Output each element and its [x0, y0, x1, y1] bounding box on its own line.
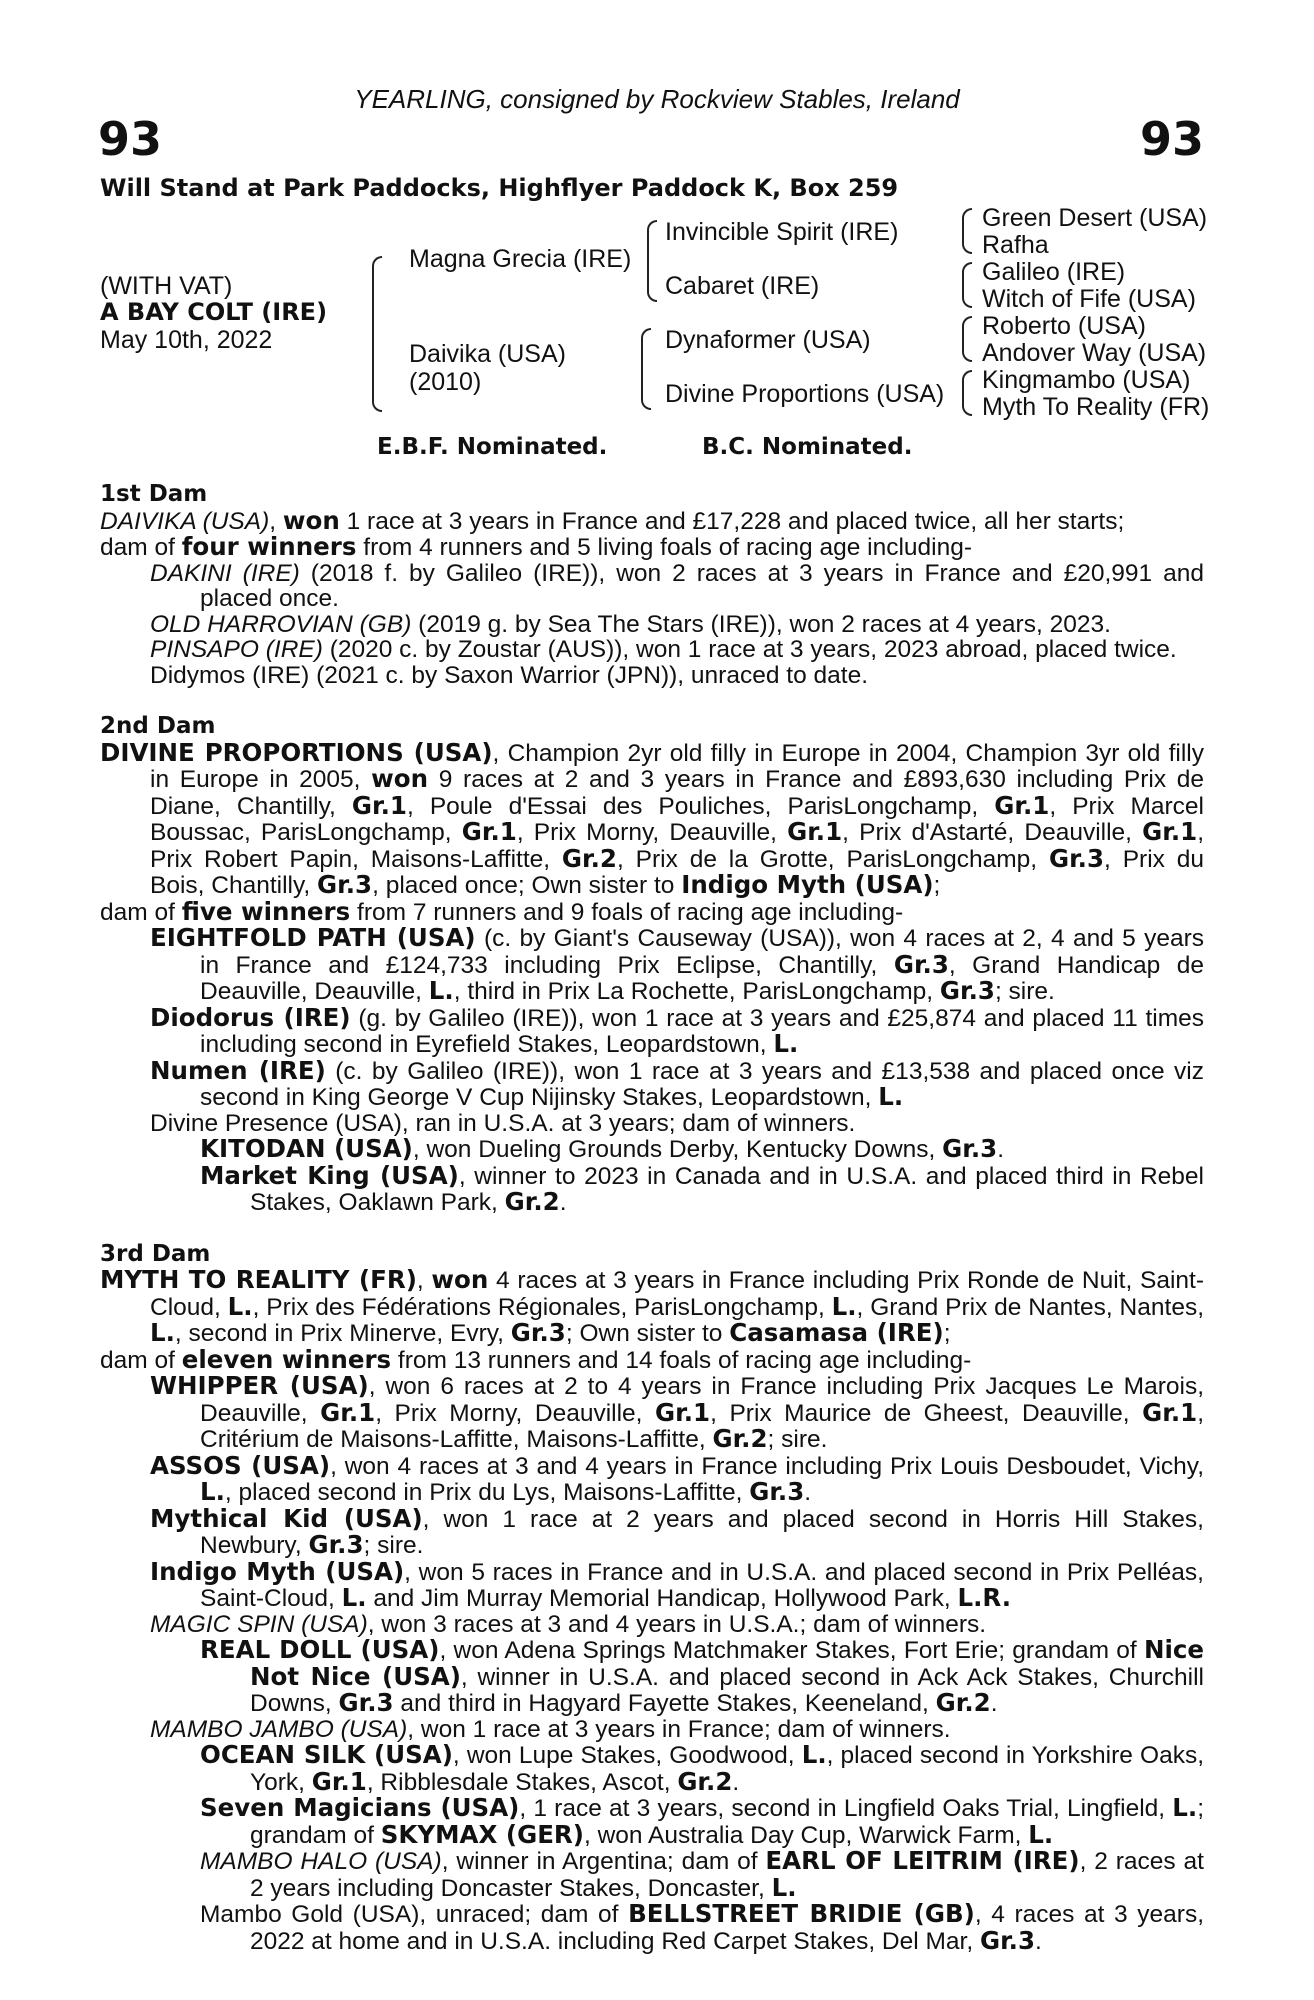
record-text: , Prix Marcel Boussac, ParisLongchamp, — [150, 792, 1204, 846]
grade-label: Gr.1 — [320, 1397, 376, 1427]
offspring-entry — [100, 1556, 1204, 1612]
offspring-text: ; sire. — [767, 1426, 828, 1453]
offspring-text: , won 5 races in France and in U.S.A. and placed second in Prix Pelléas, Saint-Cloud, — [200, 1558, 1204, 1612]
offspring-name: KITODAN (USA) — [200, 1134, 413, 1163]
offspring-text: (c. by Giant's Causeway (USA)), won 4 races at 2, 4 and 5 years in France and £124,733 including Prix Eclipse, Chantilly, — [200, 925, 1204, 979]
offspring-name: OCEAN SILK (USA) — [200, 1740, 453, 1769]
listed-label: L. — [1028, 1819, 1054, 1849]
consignment-line: YEARLING, consigned by Rockview Stables, Ireland — [354, 84, 960, 114]
listed-label: L. — [878, 1082, 904, 1111]
offspring-text: Divine Presence (USA), ran in U.S.A. at 3 years; dam of winners. — [150, 1109, 856, 1137]
offspring-name: REAL DOLL (USA) — [200, 1635, 440, 1664]
grade-label: Gr.1 — [655, 1397, 711, 1427]
offspring-text: and third in Hagyard Fayette Stakes, Keeneland, — [393, 1690, 936, 1717]
lot-number-left: 93 — [98, 112, 163, 166]
offspring-text: , won 1 race at 3 years in France; dam of winners. — [407, 1715, 951, 1743]
offspring-name: Indigo Myth (USA) — [150, 1556, 405, 1586]
offspring-entry — [100, 1612, 1204, 1638]
offspring-name: ASSOS (USA) — [150, 1450, 331, 1480]
record-text: 4 races at 3 years in France including Prix Ronde de Nuit, Saint-Cloud, — [150, 1267, 1204, 1321]
first-dam-heading: 1st Dam — [100, 481, 208, 507]
listed-label: L. — [771, 1872, 797, 1902]
grade-label: Gr.1 — [351, 790, 407, 820]
record-text: , Prix Morny, Deauville, — [516, 819, 788, 846]
granddam-1: Rafha — [982, 231, 1049, 259]
horse-name: A BAY COLT (IRE) — [100, 298, 328, 326]
offspring-name: EARL OF LEITRIM (IRE) — [765, 1846, 1080, 1875]
third-dam-record — [100, 1267, 1204, 1347]
dam-name: Daivika (USA) — [409, 340, 566, 368]
record-text: 1 race at 3 years in France and £17,228 and placed twice, all her starts; — [339, 507, 1125, 535]
offspring-entry — [100, 925, 1204, 1005]
produce-count: eleven winners — [181, 1344, 392, 1374]
brace-sire — [647, 220, 657, 302]
offspring-text: , 2 races at 2 years including Doncaster Stakes, Doncaster, — [250, 1848, 1204, 1902]
grade-label: Gr.3 — [749, 1477, 805, 1506]
record-text: , Champion 2yr old filly in Europe in 2004, Champion 3yr old filly in Europe in 2005, — [150, 739, 1204, 793]
offspring-text: . — [732, 1768, 740, 1796]
offspring-text: . — [990, 1690, 998, 1717]
listed-label: L. — [150, 1318, 175, 1347]
offspring-text: and Jim Murray Memorial Handicap, Hollywood Park, — [366, 1585, 958, 1612]
grade-label: Gr.3 — [1048, 843, 1105, 873]
sire-dam: Cabaret (IRE) — [665, 272, 820, 300]
dam-name: DIVINE PROPORTIONS (USA) — [100, 737, 493, 767]
produce-prefix: dam of — [100, 534, 182, 561]
grade-label: Gr.3 — [893, 949, 949, 979]
grade-label: Gr.1 — [311, 1766, 367, 1796]
produce-suffix: from 7 runners and 9 foals of racing age including- — [350, 898, 904, 926]
offspring-name: MAMBO JAMBO (USA) — [150, 1715, 408, 1743]
grade-label: Gr.3 — [338, 1688, 394, 1717]
grade-label: Gr.3 — [317, 870, 373, 899]
grandoffspring-entry — [100, 1848, 1204, 1901]
stand-location: Will Stand at Park Paddocks, Highflyer Paddock K, Box 259 — [100, 174, 899, 202]
grandoffspring-entry — [100, 1637, 1204, 1717]
grade-label: Gr.2 — [935, 1688, 991, 1717]
offspring-text: , winner in Argentina; dam of — [441, 1848, 766, 1875]
second-dam-heading: 2nd Dam — [100, 713, 216, 739]
offspring-text: . — [997, 1136, 1005, 1163]
offspring-name: BELLSTREET BRIDIE (GB) — [628, 1899, 975, 1928]
offspring-text: (c. by Galileo (IRE)), won 1 race at 3 years and £13,538 and placed once viz second in King George V Cup Nijinsky Stakes, Leopardstown, — [200, 1057, 1204, 1111]
record-text: , — [416, 1267, 432, 1294]
offspring-text: ; sire. — [994, 978, 1055, 1005]
record-text: , Poule d'Essai des Pouliches, ParisLongchamp, — [406, 792, 995, 820]
offspring-name: DAKINI (IRE) — [150, 559, 300, 587]
offspring-text: , Ribblesdale Stakes, Ascot, — [366, 1768, 678, 1796]
granddam-4: Myth To Reality (FR) — [982, 393, 1210, 421]
offspring-text: , won 1 race at 2 years and placed second in Horris Hill Stakes, Newbury, — [200, 1505, 1204, 1559]
sire-name: Magna Grecia (IRE) — [409, 245, 632, 273]
offspring-entry — [100, 1450, 1204, 1506]
offspring-text: , Prix Morny, Deauville, — [375, 1399, 656, 1427]
produce-prefix: dam of — [100, 898, 182, 926]
bc-nominated: B.C. Nominated. — [702, 434, 913, 460]
record-text: ; Own sister to — [565, 1320, 730, 1347]
offspring-text: , won Dueling Grounds Derby, Kentucky Downs, — [412, 1136, 943, 1163]
offspring-text: Didymos (IRE) (2021 c. by Saxon Warrior (JPN)), unraced to date. — [150, 661, 869, 689]
offspring-text: . — [1035, 1927, 1042, 1955]
grandsire-4: Kingmambo (USA) — [982, 366, 1191, 394]
sister-name: Casamasa (IRE) — [729, 1318, 944, 1347]
offspring-text: , Prix Maurice de Gheest, Deauville, — [710, 1399, 1143, 1427]
offspring-text: . — [559, 1189, 567, 1216]
offspring-name: Market King (USA) — [200, 1160, 459, 1190]
won-label: won — [282, 505, 340, 535]
third-dam-heading: 3rd Dam — [100, 1240, 211, 1267]
produce-prefix: dam of — [100, 1346, 182, 1374]
offspring-text: , Critérium de Maisons-Laffitte, Maisons-Laffitte, — [200, 1399, 1205, 1453]
offspring-text: , won 4 races at 3 and 4 years in France including Prix Louis Desboudet, Vichy, — [330, 1452, 1204, 1480]
dam-dam: Divine Proportions (USA) — [665, 380, 945, 408]
offspring-name: Numen (IRE) — [150, 1055, 326, 1085]
offspring-entry — [100, 1111, 1204, 1137]
grade-label: Gr.2 — [712, 1424, 768, 1453]
offspring-text: , won 6 races at 2 to 4 years in France including Prix Jacques Le Marois, Deauville, — [200, 1373, 1204, 1427]
offspring-text: , won 3 races at 3 and 4 years in U.S.A.; dam of winners. — [367, 1610, 987, 1638]
vat-label: (WITH VAT) — [100, 272, 233, 300]
grade-label: Gr.2 — [677, 1766, 733, 1796]
first-dam-produce — [100, 534, 1204, 561]
brace-g2 — [962, 262, 972, 308]
ebf-nominated: E.B.F. Nominated. — [377, 434, 608, 460]
listed-label: L. — [200, 1477, 225, 1506]
offspring-entry — [100, 1055, 1204, 1111]
offspring-text: Mambo Gold (USA), unraced; dam of — [200, 1901, 629, 1928]
grandoffspring-entry — [100, 1136, 1204, 1163]
record-text: , Prix des Fédérations Régionales, ParisLongchamp, — [252, 1293, 832, 1321]
offspring-entry — [100, 561, 1204, 612]
offspring-name: MAGIC SPIN (USA) — [150, 1610, 368, 1638]
grade-label: Gr.2 — [561, 843, 617, 873]
grade-label: Gr.1 — [994, 790, 1050, 820]
record-text: ; — [943, 1320, 951, 1347]
record-text: ; — [933, 872, 941, 899]
record-text: , second in Prix Minerve, Evry, — [174, 1320, 511, 1347]
listed-label: L.R. — [957, 1583, 1012, 1612]
offspring-name: Seven Magicians (USA) — [200, 1793, 520, 1822]
brace-main — [372, 256, 382, 412]
brace-g4 — [962, 370, 972, 416]
produce-count: four winners — [181, 532, 357, 561]
granddam-3: Andover Way (USA) — [982, 339, 1207, 367]
offspring-text: , placed second in Yorkshire Oaks, York, — [250, 1742, 1205, 1796]
produce-suffix: from 13 runners and 14 foals of racing age including- — [391, 1346, 972, 1374]
sister-name: Indigo Myth (USA) — [681, 870, 934, 899]
grade-label: Gr.3 — [308, 1530, 364, 1559]
catalogue-body — [100, 482, 1204, 1954]
record-text: , Grand Prix de Nantes, Nantes, — [856, 1293, 1204, 1321]
offspring-entry — [100, 637, 1204, 663]
granddam-2: Witch of Fife (USA) — [982, 285, 1196, 313]
offspring-name: Mythical Kid (USA) — [150, 1503, 423, 1533]
offspring-entry — [100, 612, 1204, 638]
offspring-entry — [100, 1717, 1204, 1743]
offspring-text: , winner to 2023 in Canada and in U.S.A. and placed third in Rebel Stakes, Oaklawn Park, — [250, 1162, 1204, 1216]
offspring-text: , third in Prix La Rochette, ParisLongchamp, — [453, 978, 940, 1005]
second-dam-record — [100, 737, 1205, 899]
grade-label: Gr.3 — [939, 976, 995, 1005]
offspring-text: , 4 races at 3 years, 2022 at home and in U.S.A. including Red Carpet Stakes, Del Mar, — [250, 1901, 1205, 1955]
record-text: , Prix Robert Papin, Maisons-Laffitte, — [150, 819, 1204, 873]
grade-label: Gr.3 — [510, 1318, 566, 1347]
grade-label: Gr.1 — [461, 817, 517, 846]
grade-label: Gr.3 — [942, 1134, 998, 1163]
offspring-entry — [100, 663, 1204, 689]
offspring-text: , won Lupe Stakes, Goodwood, — [452, 1742, 802, 1769]
first-dam-record: DAIVIKA (USA), won 1 race at 3 years in France and £17,228 and placed twice, all her starts; — [100, 505, 1125, 535]
offspring-text: (g. by Galileo (IRE)), won 1 race at 3 years and £25,874 and placed 11 times including second in Eyrefield Stakes, Leopardstown, — [200, 1004, 1204, 1058]
offspring-entry — [100, 1373, 1204, 1453]
foaling-date: May 10th, 2022 — [100, 326, 273, 354]
dam-name: MYTH TO REALITY (FR) — [100, 1265, 417, 1294]
offspring-text: , won Adena Springs Matchmaker Stakes, Fort Erie; grandam of — [439, 1637, 1144, 1664]
offspring-text: (2020 c. by Zoustar (AUS)), won 1 race at 3 years, 2023 abroad, placed twice. — [322, 636, 1177, 663]
grade-label: Gr.1 — [1142, 1397, 1198, 1427]
produce-suffix: from 4 runners and 5 living foals of racing age including- — [356, 534, 973, 561]
offspring-name: Diodorus (IRE) — [150, 1002, 351, 1032]
grandoffspring-entry — [100, 1795, 1204, 1848]
grade-label: Gr.1 — [787, 817, 843, 846]
offspring-text: , Grand Handicap de Deauville, Deauville, — [200, 951, 1204, 1005]
brace-g1 — [962, 208, 972, 254]
grade-label: Gr.1 — [1142, 817, 1198, 846]
listed-label: L. — [428, 976, 454, 1005]
listed-label: L. — [801, 1740, 827, 1769]
offspring-name: Nice Not Nice (USA) — [250, 1635, 1204, 1691]
dam-name: DAIVIKA (USA) — [100, 507, 270, 535]
listed-label: L. — [227, 1291, 253, 1321]
offspring-text: ; sire. — [363, 1532, 424, 1559]
grade-label: Gr.2 — [504, 1187, 560, 1216]
dam-sire: Dynaformer (USA) — [665, 326, 871, 354]
grade-label: Gr.3 — [979, 1925, 1036, 1955]
record-text: , placed once; Own sister to — [372, 872, 682, 899]
record-text: , Prix du Bois, Chantilly, — [150, 845, 1205, 899]
record-text: , Prix d'Astarté, Deauville, — [842, 819, 1143, 846]
offspring-text: , won Australia Day Cup, Warwick Farm, — [584, 1821, 1029, 1849]
offspring-text: , placed second in Prix du Lys, Maisons-Laffitte, — [224, 1479, 750, 1506]
record-text: 9 races at 2 and 3 years in France and £893,630 including Prix de Diane, Chantilly, — [150, 766, 1204, 820]
offspring-text: ; grandam of — [250, 1795, 1205, 1849]
offspring-name: PINSAPO (IRE) — [150, 636, 323, 663]
grandoffspring-entry — [100, 1901, 1204, 1954]
record-text: , Prix de la Grotte, ParisLongchamp, — [616, 845, 1049, 873]
offspring-name: SKYMAX (GER) — [380, 1819, 584, 1849]
grandsire-1: Green Desert (USA) — [982, 204, 1208, 232]
grandoffspring-entry — [100, 1742, 1204, 1795]
offspring-text: . — [804, 1479, 812, 1506]
won-label: won — [431, 1265, 489, 1294]
third-dam-produce — [100, 1344, 1204, 1374]
dam-year: (2010) — [409, 368, 482, 396]
offspring-entry — [100, 1503, 1204, 1559]
listed-label: L. — [1172, 1793, 1198, 1822]
offspring-text: (2018 f. by Galileo (IRE)), won 2 races at 3 years in France and £20,991 and placed once. — [200, 559, 1204, 612]
listed-label: L. — [341, 1583, 367, 1612]
offspring-entry — [100, 1002, 1204, 1058]
sire-sire: Invincible Spirit (IRE) — [665, 218, 899, 246]
second-dam-produce — [100, 896, 1204, 926]
won-label: won — [371, 764, 429, 793]
lot-number-right: 93 — [1139, 112, 1204, 166]
grandsire-3: Roberto (USA) — [982, 312, 1146, 340]
offspring-name: OLD HARROVIAN (GB) — [150, 610, 412, 638]
offspring-text: , 1 race at 3 years, second in Lingfield Oaks Trial, Lingfield, — [519, 1795, 1173, 1822]
offspring-name: EIGHTFOLD PATH (USA) — [150, 923, 476, 952]
listed-label: L. — [831, 1291, 857, 1321]
produce-count: five winners — [181, 896, 351, 926]
offspring-text: , winner in U.S.A. and placed second in Ack Ack Stakes, Churchill Downs, — [250, 1663, 1204, 1717]
brace-dam — [641, 328, 651, 410]
offspring-name: MAMBO HALO (USA) — [200, 1848, 442, 1875]
listed-label: L. — [773, 1029, 799, 1058]
offspring-text: (2019 g. by Sea The Stars (IRE)), won 2 races at 4 years, 2023. — [411, 610, 1111, 638]
offspring-name: WHIPPER (USA) — [150, 1371, 369, 1400]
grandsire-2: Galileo (IRE) — [982, 258, 1126, 286]
brace-g3 — [962, 316, 972, 362]
grandoffspring-entry — [100, 1160, 1204, 1216]
